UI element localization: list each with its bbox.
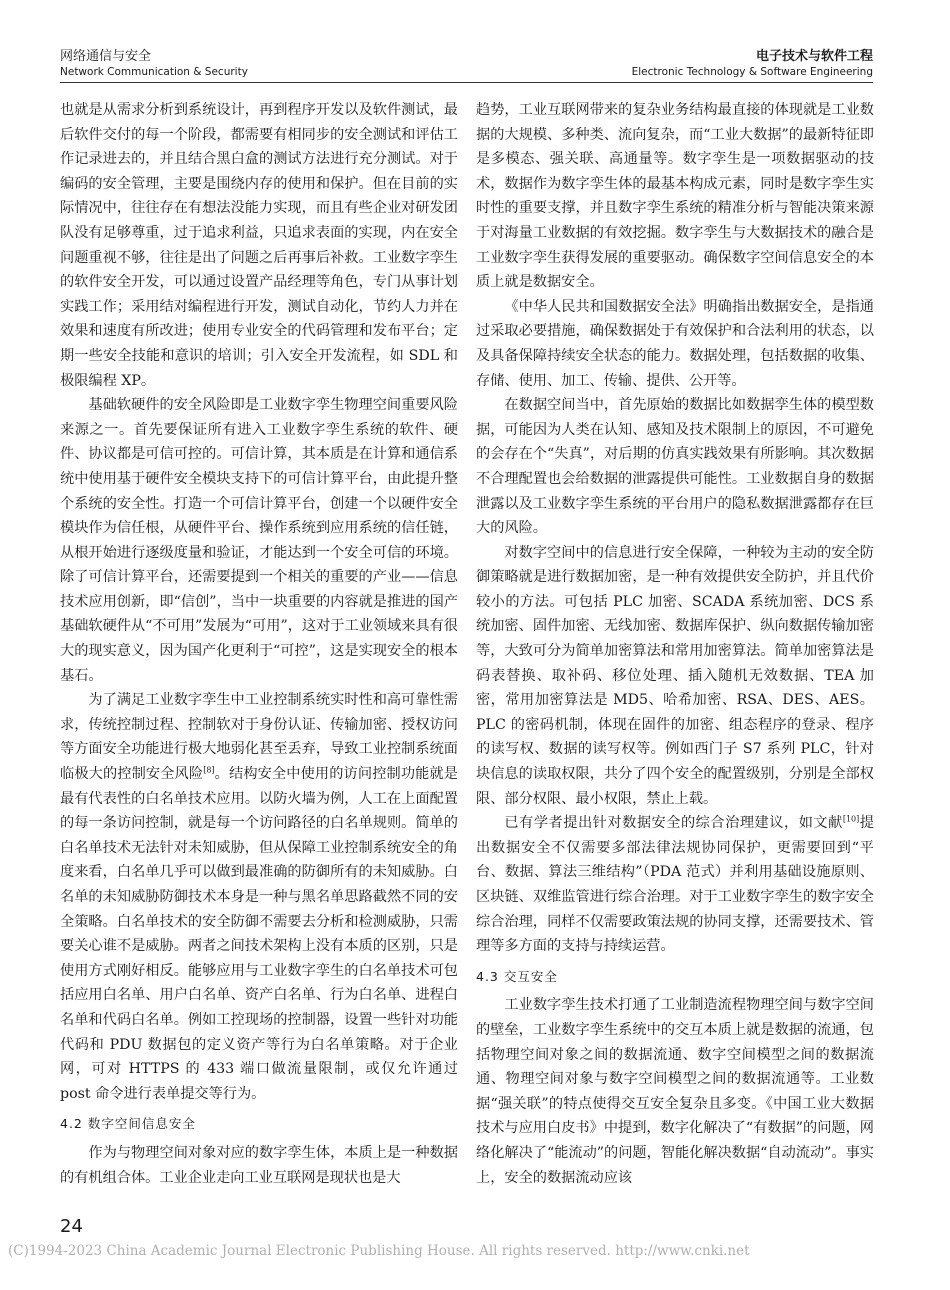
copyright-footer: (C)1994-2023 China Academic Journal Electronic Publishing House. All rights reserved. http://www.cnki.net <box>8 1243 750 1259</box>
paragraph: 趋势，工业互联网带来的复杂业务结构最直接的体现就是工业数据的大规模、多种类、流向复杂，而“工业大数据”的最新特征即是多模态、强关联、高通量等。数字孪生是一项数据驱动的技术，数据作为数字孪生体的最基本构成元素，同时是数字孪生实时性的重要支撑，并且数字孪生系统的精准分析与智能决策来源于对海量工业数据的有效挖掘。数字孪生与大数据技术的融合是工业数字孪生获得发展的重要驱动。确保数字空间信息安全的本质上就是数据安全。 <box>476 102 874 291</box>
section-name-cn: 网络通信与安全 <box>60 49 152 64</box>
page-number: 24 <box>60 1216 83 1237</box>
left-column <box>60 98 458 1190</box>
right-column <box>476 98 874 1190</box>
section-name-en: Network Communication & Security <box>60 66 248 78</box>
section-heading: 4.2 数字空间信息安全 <box>60 1116 196 1132</box>
paragraph: 基础软硬件的安全风险即是工业数字孪生物理空间重要风险来源之一。首先要保证所有进入工业数字孪生系统的软件、硬件、协议都是可信可控的。可信计算，其本质是在计算和通信系统中使用基于硬件安全模块支持下的可信计算平台，由此提升整个系统的安全性。打造一个可信计算平台，创建一个以硬件安全模块作为信任根，从硬件平台、操作系统到应用系统的信任链，从根开始进行逐级度量和验证，才能达到一个安全可信的环境。除了可信计算平台，还需要提到一个相关的重要的产业——信息技术应用创新，即“信创”，当中一块重要的内容就是推进的国产基础软硬件从“不可用”发展为“可用”，这对于工业领域来具有很大的现实意义，因为国产化更利于“可控”，这是实现安全的根本基石。 <box>60 397 458 684</box>
header-divider <box>60 82 873 83</box>
journal-name-cn: 电子技术与软件工程 <box>755 49 873 64</box>
citation-ref: [10] <box>842 814 860 824</box>
paragraph <box>476 811 874 959</box>
paragraph: 在数据空间当中，首先原始的数据比如数据孪生体的模型数据，可能因为人类在认知、感知及技术限制上的原因，不可避免的会存在个“失真”，对后期的仿真实践效果有所影响。其次数据不合理配置也会给数据的泄露提供可能性。工业数据自身的数据泄露以及工业数字孪生系统的平台用户的隐私数据泄露都存在巨大的风险。 <box>476 397 874 537</box>
section-heading: 4.3 交互安全 <box>476 968 558 984</box>
paragraph: 对数字空间中的信息进行安全保障，一种较为主动的安全防御策略就是进行数据加密，是一种有效提供安全防护，并且代价较小的方法。可包括 PLC 加密、SCADA 系统加密、DCS 系统加密、固件加密、无线加密、数据库保护、纵向数据传输加密等，大致可分为简单加密算法和常用加密算法。简单加密算法是码表替换、取补码、移位处理、插入随机无效数据、TEA 加密，常用加密算法是 MD5、哈希加密、RSA、DES、AES。PLC 的密码机制，体现在固件的加密、组态程序的登录、程序的读写权、数据的读写权等。例如西门子 S7 系列 PLC，针对块信息的读取权限，共分了四个安全的配置级别，分别是全部权限、部分权限、最小权限，禁止上载。 <box>476 544 874 807</box>
header-right <box>632 48 873 80</box>
paragraph-text: 已有学者提出针对数据安全的综合治理建议，如文献 <box>504 815 843 832</box>
paragraph: 也就是从需求分析到系统设计，再到程序开发以及软件测试，最后软件交付的每一个阶段，都需要有相同步的安全测试和评估工作记录进去的，并且结合黑白盒的测试方法进行充分测试。对于编码的安全管理，主要是围绕内存的使用和保护。但在目前的实际情况中，往往存在有想法没能力实现，而且有些企业对研发团队没有足够尊重，过于追求利益，只追求表面的实现，内在安全问题重视不够，往往是出了问题之后再事后补救。工业数字孪生的软件安全开发，可以通过设置产品经理等角色，专门从事计划实践工作；采用结对编程进行开发，测试自动化，节约人力并在效果和速度有所改进；使用专业安全的代码管理和发布平台；定期一些安全技能和意识的培训；引入安全开发流程，如 SDL 和极限编程 XP。 <box>60 102 458 389</box>
paragraph: 工业数字孪生技术打通了工业制造流程物理空间与数字空间的壁垒，工业数字孪生系统中的交互本质上就是数据的流通，包括物理空间对象之间的数据流通、数字空间模型之间的数据流通、物理空间对象与数字空间模型之间的数据流通等。工业数据“强关联”的特点使得交互安全复杂且多变。《中国工业大数据技术与应用白皮书》中提到，数字化解决了“有数据”的问题，网络化解决了“能流动”的问题，智能化解决数据“自动流动”。事实上，安全的数据流动应该 <box>476 997 874 1186</box>
citation-ref: [8] <box>203 765 215 775</box>
paragraph-text: 提出数据安全不仅需要多部法律法规协同保护，更需要回到“平台、数据、算法三维结构”（PDA 范式）并利用基础设施原则、区块链、双维监管进行综合治理。对于工业数字孪生的数字安全综合治理，同样不仅需要政策法规的协同支撑，还需要技术、管理等多方面的支持与持续运营。 <box>476 815 874 955</box>
journal-name-en: Electronic Technology & Software Engineering <box>631 66 873 78</box>
paragraph-text: 。结构安全中使用的访问控制功能就是最有代表性的白名单技术应用。以防火墙为例，人工在上面配置的每一条访问控制，就是每一个访问路径的白名单规则。简单的白名单技术无法针对未知威胁，但从保障工业控制系统安全的角度来看，白名单几乎可以做到最准确的防御所有的未知威胁。白名单的未知威胁防御技术本身是一种与黑名单思路截然不同的安全策略。白名单技术的安全防御不需要去分析和检测威胁，只需要关心谁不是威胁。两者之间技术架构上没有本质的区别，只是使用方式刚好相反。能够应用与工业数字孪生的白名单技术可包括应用白名单、用户白名单、资产白名单、行为白名单、进程白名单和代码白名单。例如工控现场的控制器，设置一些针对功能代码和 PDU 数据包的定义资产等行为白名单策略。对于企业网，可对 HTTPS 的 433 端口做流量限制，或仅允许通过 post 命令进行表单提交等行为。 <box>60 766 458 1102</box>
paragraph <box>60 688 458 1106</box>
paragraph-text: 为了满足工业数字孪生中工业控制系统实时性和高可靠性需求，传统控制过程、控制软对于身份认证、传输加密、授权访问等方面安全功能进行极大地弱化甚至丢弃，导致工业控制系统面临极大的控制安全风险 <box>60 692 458 783</box>
paragraph: 作为与物理空间对象对应的数字孪生体，本质上是一种数据的有机组合体。工业企业走向工业互联网是现状也是大 <box>60 1144 458 1186</box>
header-left <box>60 48 248 80</box>
paragraph: 《中华人民共和国数据安全法》明确指出数据安全，是指通过采取必要措施，确保数据处于有效保护和合法利用的状态，以及具备保障持续安全状态的能力。数据处理，包括数据的收集、存储、使用、加工、传输、提供、公开等。 <box>476 298 874 389</box>
